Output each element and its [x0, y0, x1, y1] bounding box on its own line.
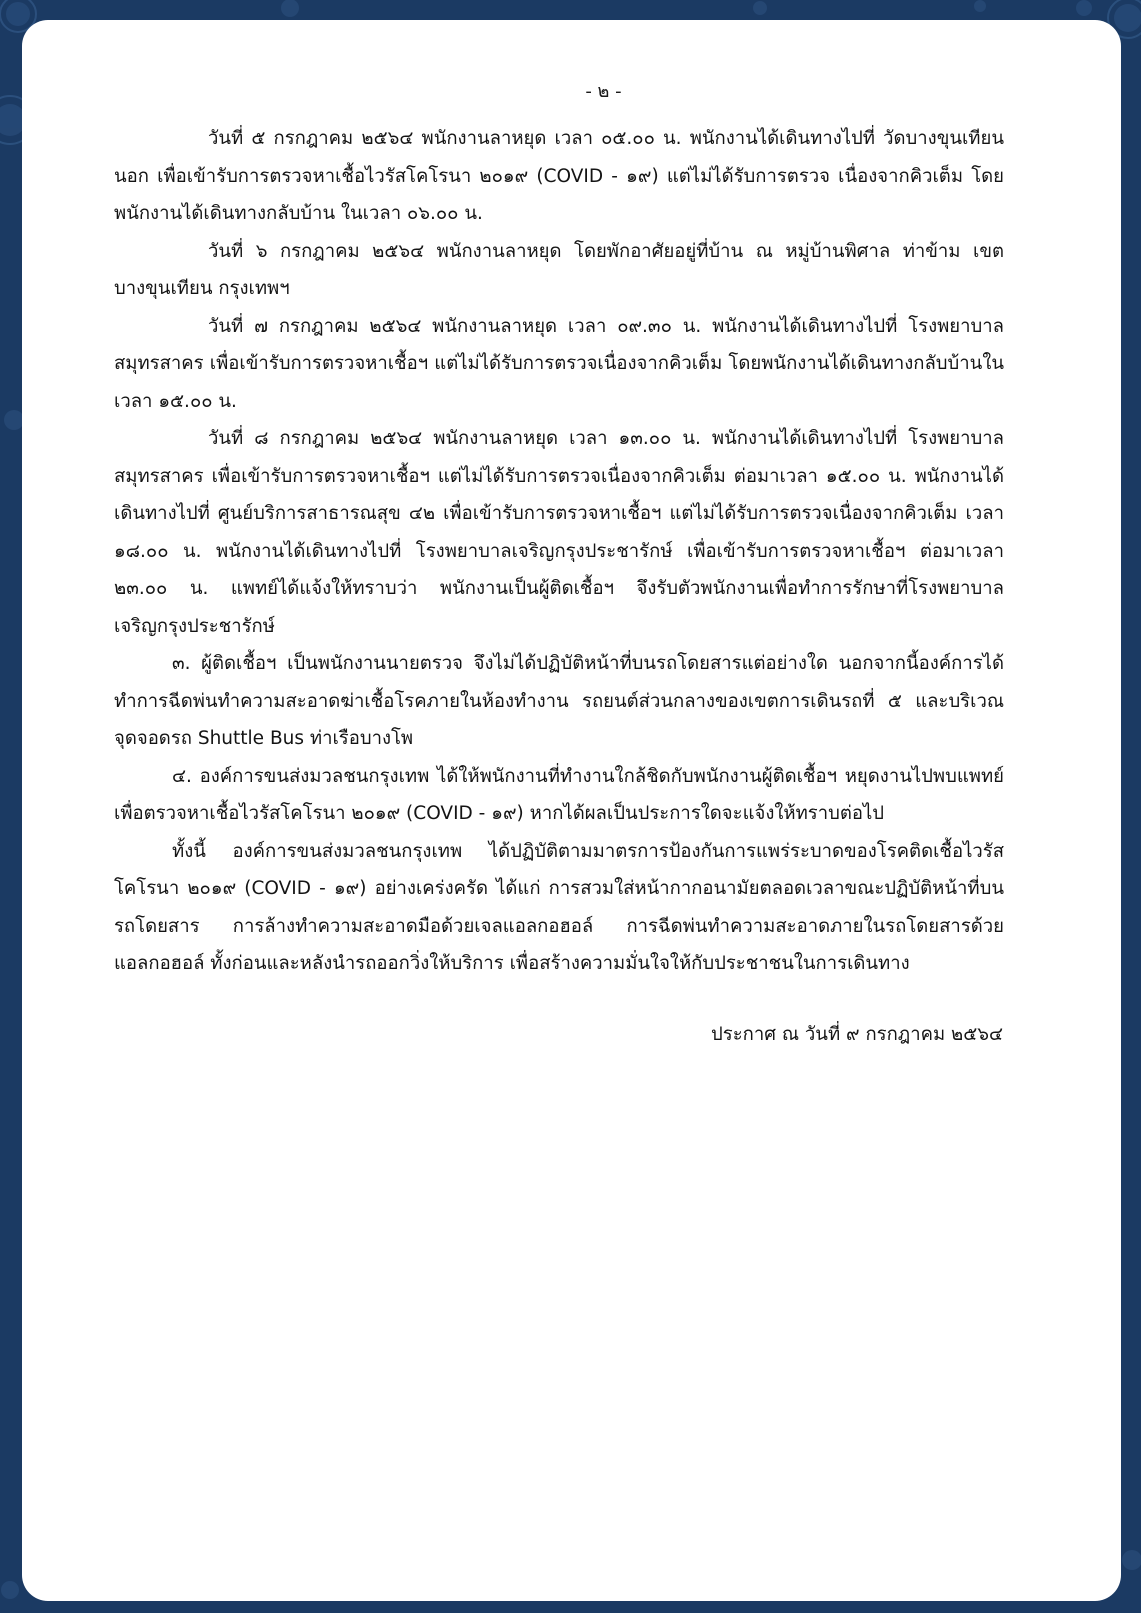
paragraph-july-7: วันที่ ๗ กรกฎาคม ๒๕๖๔ พนักงานลาหยุด เวลา ๐๙.๓๐ น. พนักงานได้เดินทางไปที่ โรงพยาบาลสมุทรสาคร เพื่อเข้ารับการตรวจหาเชื้อฯ แต่ไม่ได้รับการตรวจเนื่องจากคิวเต็ม โดยพนักงานได้เดินทางกลับบ้านในเวลา ๑๕.๐๐ น. [114, 315, 1004, 412]
document-body [114, 120, 1004, 983]
announcement-date: ประกาศ ณ วันที่ ๙ กรกฎาคม ๒๕๖๔ [711, 1024, 1003, 1045]
paragraph-july-8: วันที่ ๘ กรกฎาคม ๒๕๖๔ พนักงานลาหยุด เวลา ๑๓.๐๐ น. พนักงานได้เดินทางไปที่ โรงพยาบาลสมุทรสาคร เพื่อเข้ารับการตรวจหาเชื้อฯ แต่ไม่ได้รับการตรวจเนื่องจากคิวเต็ม ต่อมาเวลา ๑๕.๐๐ น. พนักงานได้เดินทางไปที่ ศูนย์บริการสาธารณสุข ๔๒ เพื่อเข้ารับการตรวจหาเชื้อฯ แต่ไม่ได้รับการตรวจเนื่องจากคิวเต็ม เวลา ๑๘.๐๐ น. พนักงานได้เดินทางไปที่ โรงพยาบาลเจริญกรุงประชารักษ์ เพื่อเข้ารับการตรวจหาเชื้อฯ ต่อมาเวลา ๒๓.๐๐ น. แพทย์ได้แจ้งให้ทราบว่า พนักงานเป็นผู้ติดเชื้อฯ จึงรับตัวพนักงานเพื่อทำการรักษาที่โรงพยาบาลเจริญกรุงประชารักษ์ [114, 428, 1004, 637]
paragraph-closing: ทั้งนี้ องค์การขนส่งมวลชนกรุงเทพ ได้ปฏิบัติตามมาตรการป้องกันการแพร่ระบาดของโรคติดเชื้อไวรัสโคโรนา ๒๐๑๙ (COVID - ๑๙) อย่างเคร่งครัด ได้แก่ การสวมใส่หน้ากากอนามัยตลอดเวลาขณะปฏิบัติหน้าที่บนรถโดยสาร การล้างทำความสะอาดมือด้วยเจลแอลกอฮอล์ การฉีดพ่นทำความสะอาดภายในรถโดยสารด้วยแอลกอฮอล์ ทั้งก่อนและหลังนำรถออกวิ่งให้บริการ เพื่อสร้างความมั่นใจให้กับประชาชนในการเดินทาง [114, 840, 1004, 974]
paragraph-july-6: วันที่ ๖ กรกฎาคม ๒๕๖๔ พนักงานลาหยุด โดยพักอาศัยอยู่ที่บ้าน ณ หมู่บ้านพิศาล ท่าข้าม เขตบางขุนเทียน กรุงเทพฯ [114, 240, 1004, 299]
paragraph-item-3: ๓. ผู้ติดเชื้อฯ เป็นพนักงานนายตรวจ จึงไม่ได้ปฏิบัติหน้าที่บนรถโดยสารแต่อย่างใด นอกจากนี้องค์การได้ทำการฉีดพ่นทำความสะอาดฆ่าเชื้อโรคภายในห้องทำงาน รถยนต์ส่วนกลางของเขตการเดินรถที่ ๕ และบริเวณจุดจอดรถ Shuttle Bus ท่าเรือบางโพ [114, 653, 1004, 749]
page-number: - ๒ - [585, 81, 622, 102]
paragraph-item-4: ๔. องค์การขนส่งมวลชนกรุงเทพ ได้ให้พนักงานที่ทำงานใกล้ชิดกับพนักงานผู้ติดเชื้อฯ หยุดงานไปพบแพทย์ เพื่อตรวจหาเชื้อไวรัสโคโรนา ๒๐๑๙ (COVID - ๑๙) หากได้ผลเป็นประการใดจะแจ้งให้ทราบต่อไป [114, 765, 1004, 824]
paragraph-july-5: วันที่ ๕ กรกฎาคม ๒๕๖๔ พนักงานลาหยุด เวลา ๐๕.๐๐ น. พนักงานได้เดินทางไปที่ วัดบางขุนเทียนนอก เพื่อเข้ารับการตรวจหาเชื้อไวรัสโคโรนา ๒๐๑๙ (COVID - ๑๙) แต่ไม่ได้รับการตรวจ เนื่องจากคิวเต็ม โดยพนักงานได้เดินทางกลับบ้าน ในเวลา ๐๖.๐๐ น. [114, 128, 1004, 224]
